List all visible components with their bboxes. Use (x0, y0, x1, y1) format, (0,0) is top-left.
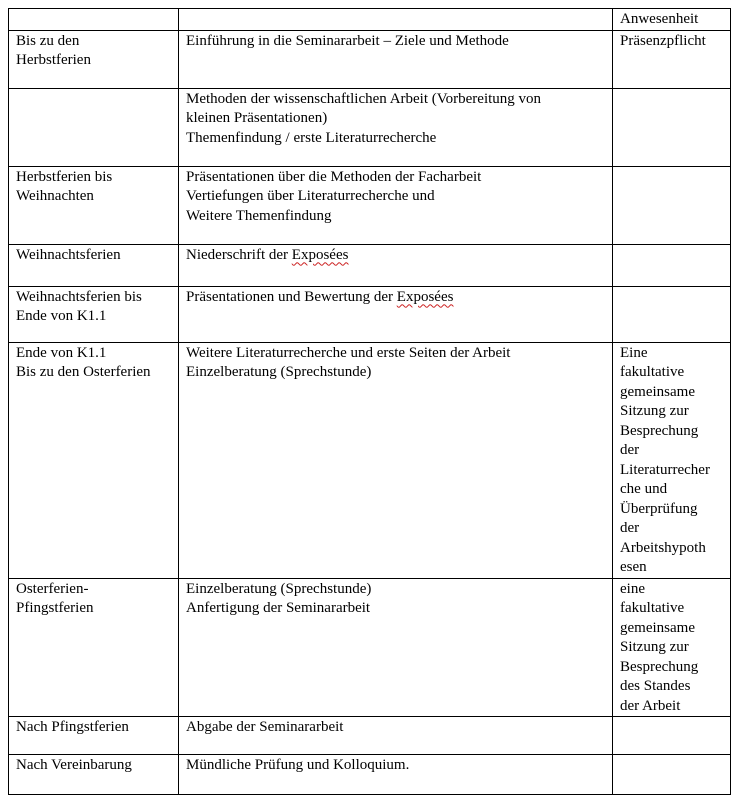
attendance-cell (613, 717, 731, 755)
table-row (9, 88, 731, 166)
content-cell: Abgabe der Seminararbeit (179, 717, 613, 755)
period-cell: Osterferien- Pfingstferien (9, 578, 179, 717)
period-cell (9, 88, 179, 166)
period-cell: Weihnachtsferien (9, 244, 179, 286)
table-row (9, 166, 731, 244)
table-row (9, 755, 731, 795)
spellcheck-flagged-word: Exposées (291, 246, 349, 263)
header-cell-period (9, 9, 179, 31)
period-cell: Nach Pfingstferien (9, 717, 179, 755)
attendance-cell (613, 244, 731, 286)
table-row (9, 286, 731, 342)
table-row (9, 30, 731, 88)
content-cell: Weitere Literaturrecherche und erste Seiten der Arbeit Einzelberatung (Sprechstunde) (179, 342, 613, 578)
content-cell: Präsentationen über die Methoden der Facharbeit Vertiefungen über Literaturrecherche und Weitere Themenfindung (179, 166, 613, 244)
header-row (9, 9, 731, 31)
attendance-cell (613, 755, 731, 795)
period-cell: Herbstferien bis Weihnachten (9, 166, 179, 244)
content-cell: Niederschrift der Exposées (179, 244, 613, 286)
content-cell: Methoden der wissenschaftlichen Arbeit (Vorbereitung von kleinen Präsentationen) Themenfindung / erste Literaturrecherche (179, 88, 613, 166)
header-cell-content (179, 9, 613, 31)
content-cell: Einzelberatung (Sprechstunde) Anfertigung der Seminararbeit (179, 578, 613, 717)
attendance-cell: eine fakultative gemeinsame Sitzung zur Besprechung des Standes der Arbeit (613, 578, 731, 717)
attendance-cell (613, 286, 731, 342)
content-cell: Mündliche Prüfung und Kolloquium. (179, 755, 613, 795)
attendance-cell: Präsenzpflicht (613, 30, 731, 88)
schedule-table (8, 8, 731, 795)
period-cell: Bis zu den Herbstferien (9, 30, 179, 88)
table-row (9, 244, 731, 286)
table-row (9, 342, 731, 578)
attendance-cell (613, 88, 731, 166)
spellcheck-flagged-word: Exposées (396, 288, 454, 305)
period-cell: Ende von K1.1 Bis zu den Osterferien (9, 342, 179, 578)
table-row (9, 578, 731, 717)
attendance-cell: Eine fakultative gemeinsame Sitzung zur Besprechung der Literaturrecher che und Überprüfung der Arbeitshypoth esen (613, 342, 731, 578)
period-cell: Nach Vereinbarung (9, 755, 179, 795)
attendance-cell (613, 166, 731, 244)
content-cell: Präsentationen und Bewertung der Exposées (179, 286, 613, 342)
period-cell: Weihnachtsferien bis Ende von K1.1 (9, 286, 179, 342)
content-cell: Einführung in die Seminararbeit – Ziele und Methode (179, 30, 613, 88)
header-cell-attendance (613, 9, 731, 31)
attendance-header: Anwesenheit (620, 11, 699, 27)
table-row (9, 717, 731, 755)
